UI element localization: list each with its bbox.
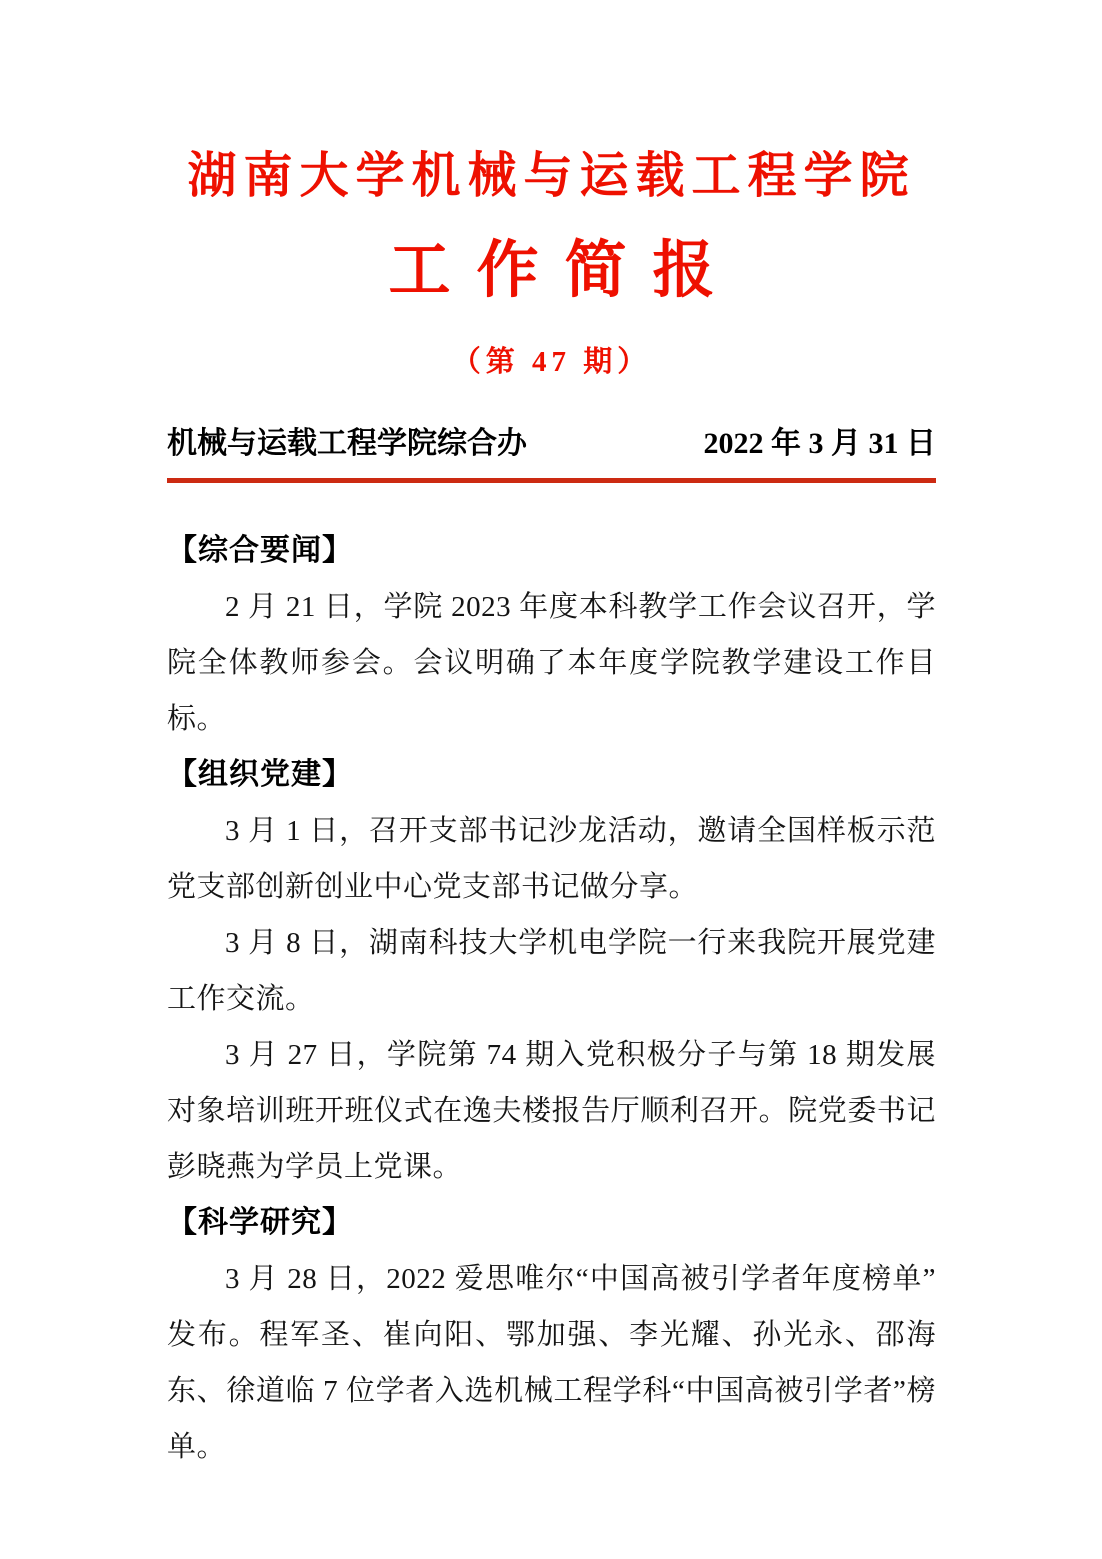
paragraph: 3 月 8 日，湖南科技大学机电学院一行来我院开展党建工作交流。: [167, 927, 936, 1016]
bulletin-body: [167, 523, 936, 1475]
red-divider-line: [167, 478, 936, 483]
section-scientific-research: [167, 1195, 936, 1475]
byline-row: [167, 418, 936, 462]
section-heading-party-building: 【组织党建】: [167, 758, 353, 792]
bulletin-title: 工作简报: [388, 237, 741, 306]
institution-title: 湖南大学机械与运载工程学院: [187, 148, 916, 203]
issue-number: （第 47 期）: [451, 346, 652, 379]
paragraph: 3 月 28 日，2022 爱思唯尔“中国高被引学者年度榜单”发布。程军圣、崔向阳、鄂加强、李光耀、孙光永、邵海东、徐道临 7 位学者入选机械工程学科“中国高被引学者”榜单。: [167, 1263, 936, 1464]
section-party-building: [167, 747, 936, 1195]
section-heading-general-news: 【综合要闻】: [167, 534, 353, 568]
section-general-news: [167, 523, 936, 747]
paragraph: 3 月 1 日，召开支部书记沙龙活动，邀请全国样板示范党支部创新创业中心党支部书记做分享。: [167, 815, 936, 904]
section-heading-scientific-research: 【科学研究】: [167, 1206, 353, 1240]
paragraph: 3 月 27 日，学院第 74 期入党积极分子与第 18 期发展对象培训班开班仪式在逸夫楼报告厅顺利召开。院党委书记彭晓燕为学员上党课。: [167, 1039, 936, 1184]
issue-date: 2022 年 3 月 31 日: [703, 427, 936, 461]
paragraph: 2 月 21 日，学院 2023 年度本科教学工作会议召开，学院全体教师参会。会议明确了本年度学院教学建设工作目标。: [167, 591, 936, 736]
masthead: [167, 0, 936, 483]
issuing-office: 机械与运载工程学院综合办: [167, 427, 527, 461]
